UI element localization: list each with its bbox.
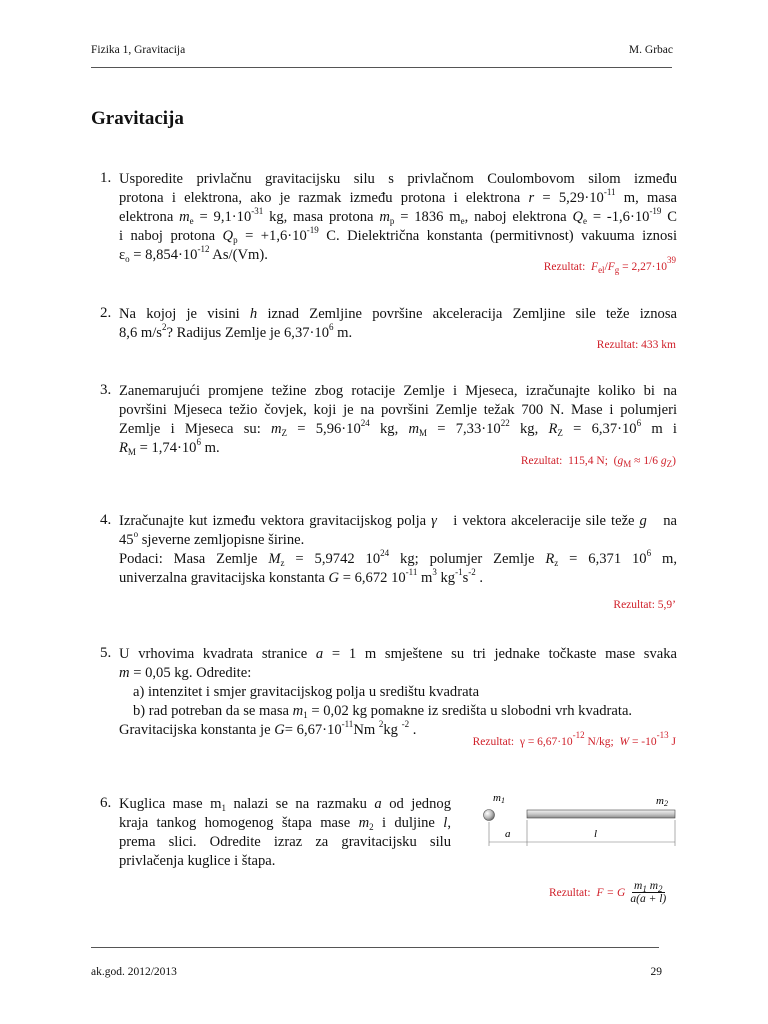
problem-3-number: 3. <box>100 382 112 398</box>
problem-1-line-1: Usporedite privlačnu gravitacijsku silu s privlačnom Coulombovom silom između <box>119 171 677 187</box>
problem-4-line-3: Podaci: Masa Zemlje $M_z = 5,9742$ $10^{24}$ kg; polumjer Zemlje $R_z = 6,371$ $10^6$ m, <box>119 548 677 568</box>
problem-2-line-1: Na kojoj je visini h iznad Zemljine površine akceleracija Zemljine sile teže iznosa <box>119 306 677 322</box>
problem-3-line-3: Zemlje i Mjeseca su: $m_Z = 5,96\cdot 10^{24}$ kg, $m_M = 7,33\cdot 10^{22}$ kg, $R_Z = 6,37\cdot 10^6$ m i <box>119 418 677 438</box>
problem-6-line-3: prema slici. Odredite izraz za gravitacijsku silu <box>119 834 451 850</box>
problem-3-line-4: $R_M = 1,74\cdot 10^6$ m. <box>119 437 220 457</box>
problem-3-line-1: Zanemarujući promjene težine zbog rotacije Zemlje i Mjeseca, izračunajte koliko bi na <box>119 383 677 399</box>
figure-label-l: l <box>594 828 598 840</box>
fraction-denominator: a(a + l) <box>630 893 667 905</box>
problem-5-line-1: U vrhovima kvadrata stranice a = 1 m smještene su tri jednake točkaste mase svaka <box>119 646 678 662</box>
problem-4-line-1: Izračunajte kut između vektora gravitacijskog polja γ⃗ i vektora akceleracije sile teže g⃗ na <box>119 513 677 529</box>
problem-4-text <box>119 512 677 588</box>
problem-6-line-4: privlačenja kuglice i štapa. <box>119 853 276 869</box>
problem-5-line-2: m = 0,05 kg. Odredite: <box>119 665 252 681</box>
problem-5-result: Rezultat: $\gamma = 6,67\cdot 10^{-12}$ N/kg; $W = -10^{-13}$ J <box>472 730 676 748</box>
problem-1-text <box>119 170 677 265</box>
page-number: 29 <box>650 966 662 978</box>
problem-5-line-4: b) rad potreban da se masa $m_1 = 0,02$ kg pomakne iz središta u slobodni vrh kvadrata. <box>133 703 633 720</box>
figure-label-a: a <box>505 828 511 840</box>
problem-6-line-2: kraja tankog homogenog štapa mase $m_2$ i duljine l, <box>119 815 451 832</box>
figure-label-m2: m2 <box>656 795 668 808</box>
footer-left: ak.god. 2012/2013 <box>91 966 177 978</box>
problem-4-line-4: univerzalna gravitacijska konstanta G = 6,672 $10^{-11}$ $m^3$ $kg^{-1}s^{-2}$ . <box>119 567 484 586</box>
problem-6-result <box>549 880 668 905</box>
problem-3-line-2: površini Mjeseca težio čovjek, koji je na površini Zemlje težak 700 N. Mase i polumjeri <box>119 402 677 418</box>
problem-6-result-label: Rezultat: <box>549 886 591 899</box>
problem-1-line-4: i naboj protona $Q_p = +1,6\cdot 10^{-19}$ C. Dielektrična konstanta (permitivnost) vakuuma iznosi <box>119 225 677 245</box>
problem-2-line-2: 8,6 $m/s^2$? Radijus Zemlje je $6,37\cdot 10^6$ m. <box>119 322 353 341</box>
problem-5-number: 5. <box>100 645 112 661</box>
problem-2-result: Rezultat: 433 km <box>596 339 676 351</box>
problem-6-number: 6. <box>100 795 112 811</box>
problem-6-line-1: Kuglica mase $m_1$ nalazi se na razmaku a od jednog <box>119 796 451 813</box>
page-title: Gravitacija <box>91 108 184 129</box>
problem-6-result-fraction <box>628 880 668 905</box>
problem-3-result: Rezultat: 115,4 N; ($g_M \approx 1/6$ $g_Z$) <box>520 455 676 469</box>
rod-shape <box>527 810 675 818</box>
problem-1-result: Rezultat: $F_{el}/F_g = 2,27\cdot 10^{39}$ <box>543 255 676 275</box>
rod-figure <box>480 788 680 858</box>
problem-1-line-5: $\varepsilon_o = 8,854\cdot 10^{-12}$ As/(Vm). <box>119 244 268 264</box>
problem-2-number: 2. <box>100 305 112 321</box>
footer-rule <box>91 947 659 948</box>
problem-2-text <box>119 305 677 343</box>
problem-5-text <box>119 645 677 740</box>
problem-1-number: 1. <box>100 170 112 186</box>
header-left: Fizika 1, Gravitacija <box>91 44 186 56</box>
problem-1-line-2: protona i elektrona, ako je razmak između protona i elektrona $r = 5,29\cdot 10^{-11}$ m, masa <box>119 187 677 206</box>
fraction-numerator: $m_1$ $m_2$ <box>634 880 663 894</box>
problem-1-line-3: elektrona $m_e = 9,1\cdot 10^{-31}$ kg, masa protona $m_p = 1836$ $m_e$, naboj elektrona $Q_e = -1,6\cdot 10^{-19}$ C <box>119 206 677 226</box>
header-right: M. Grbac <box>628 44 673 56</box>
problem-4-line-2: 45$^o$ sjeverne zemljopisne širine. <box>119 529 305 548</box>
problem-5-line-5: Gravitacijska konstanta je $G= 6,67\cdot 10^{-11}Nm$ $^2$kg $^{-2}$ . <box>119 719 417 738</box>
problem-3-text <box>119 382 677 458</box>
ball-shape <box>484 810 495 821</box>
problem-6-text <box>119 795 451 871</box>
problem-5-line-3: a) intenzitet i smjer gravitacijskog polja u središtu kvadrata <box>133 684 480 700</box>
problem-4-number: 4. <box>100 512 112 528</box>
header-rule <box>91 67 672 68</box>
problem-4-result: Rezultat: 5,9’ <box>613 599 676 611</box>
figure-label-m1: m1 <box>493 792 505 805</box>
problem-6-result-lhs: F = G <box>596 886 626 899</box>
